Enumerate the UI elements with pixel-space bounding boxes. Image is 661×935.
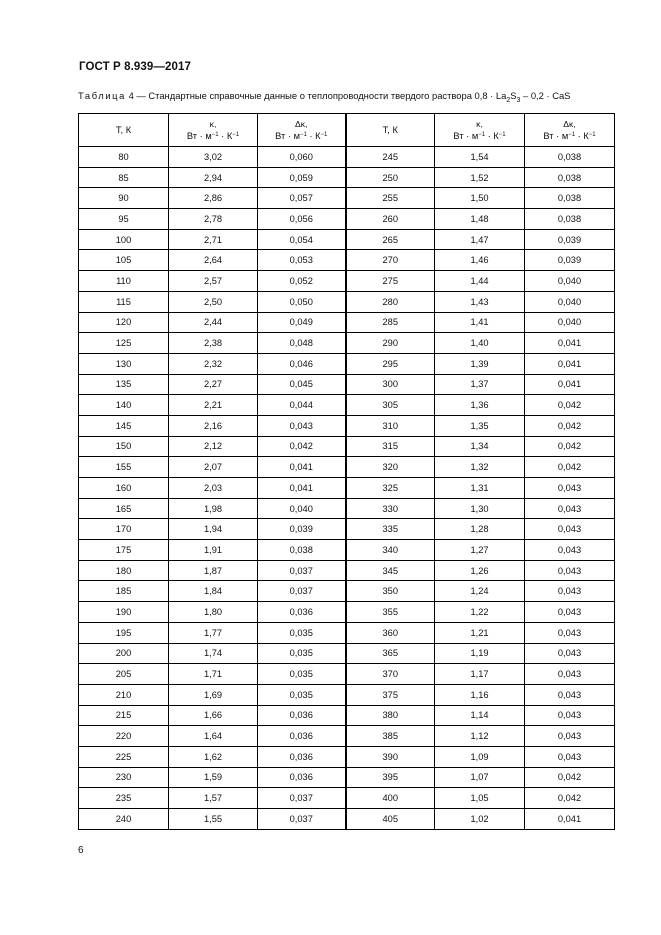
cell-kappa-2: 1,46 <box>435 250 525 271</box>
table-row <box>79 147 615 168</box>
cell-temperature: 165 <box>79 498 169 519</box>
table-row <box>79 498 615 519</box>
table-caption <box>78 90 618 104</box>
cell-kappa-2: 1,39 <box>435 353 525 374</box>
cell-temperature-2: 285 <box>346 312 435 333</box>
cell-temperature: 115 <box>79 291 169 312</box>
cell-delta-kappa: 0,036 <box>258 602 346 623</box>
cell-temperature-2: 290 <box>346 333 435 354</box>
cell-kappa-2: 1,54 <box>435 147 525 168</box>
cell-delta-kappa: 0,040 <box>258 498 346 519</box>
cell-temperature: 85 <box>79 167 169 188</box>
cell-kappa: 2,57 <box>169 271 258 292</box>
cell-kappa: 1,69 <box>169 684 258 705</box>
thermal-conductivity-table <box>78 113 615 830</box>
cell-delta-kappa-2: 0,040 <box>525 291 615 312</box>
table-row <box>79 705 615 726</box>
cell-delta-kappa-2: 0,043 <box>525 705 615 726</box>
cell-kappa: 1,62 <box>169 746 258 767</box>
cell-kappa-2: 1,37 <box>435 374 525 395</box>
cell-temperature: 125 <box>79 333 169 354</box>
cell-temperature: 175 <box>79 540 169 561</box>
cell-delta-kappa: 0,044 <box>258 395 346 416</box>
cell-kappa: 1,80 <box>169 602 258 623</box>
cell-temperature: 170 <box>79 519 169 540</box>
cell-kappa: 2,64 <box>169 250 258 271</box>
cell-kappa: 2,12 <box>169 436 258 457</box>
cell-temperature: 90 <box>79 188 169 209</box>
table-row <box>79 250 615 271</box>
cell-kappa-2: 1,41 <box>435 312 525 333</box>
cell-delta-kappa: 0,036 <box>258 726 346 747</box>
cell-delta-kappa: 0,039 <box>258 519 346 540</box>
cell-temperature-2: 280 <box>346 291 435 312</box>
table-row <box>79 415 615 436</box>
table-row <box>79 540 615 561</box>
cell-delta-kappa: 0,053 <box>258 250 346 271</box>
cell-delta-kappa: 0,037 <box>258 581 346 602</box>
table-row <box>79 478 615 499</box>
table-row <box>79 746 615 767</box>
cell-kappa: 2,50 <box>169 291 258 312</box>
cell-temperature-2: 325 <box>346 478 435 499</box>
cell-kappa-2: 1,35 <box>435 415 525 436</box>
cell-temperature-2: 380 <box>346 705 435 726</box>
cell-delta-kappa-2: 0,042 <box>525 457 615 478</box>
table-row <box>79 333 615 354</box>
cell-delta-kappa-2: 0,041 <box>525 333 615 354</box>
cell-temperature: 195 <box>79 622 169 643</box>
cell-temperature-2: 345 <box>346 560 435 581</box>
cell-kappa: 1,55 <box>169 809 258 830</box>
cell-delta-kappa: 0,043 <box>258 415 346 436</box>
header-delta-kappa-2: Δκ, Вт · $м^{-1} \cdot К^{-1}$ <box>525 114 615 147</box>
cell-delta-kappa-2: 0,041 <box>525 353 615 374</box>
cell-temperature: 110 <box>79 271 169 292</box>
cell-temperature: 235 <box>79 788 169 809</box>
cell-temperature: 100 <box>79 229 169 250</box>
cell-temperature: 180 <box>79 560 169 581</box>
cell-temperature-2: 385 <box>346 726 435 747</box>
cell-temperature: 160 <box>79 478 169 499</box>
cell-delta-kappa: 0,037 <box>258 809 346 830</box>
cell-delta-kappa: 0,049 <box>258 312 346 333</box>
table-row <box>79 312 615 333</box>
cell-kappa: 2,07 <box>169 457 258 478</box>
cell-delta-kappa: 0,050 <box>258 291 346 312</box>
cell-kappa: 2,32 <box>169 353 258 374</box>
cell-kappa: 2,03 <box>169 478 258 499</box>
cell-delta-kappa-2: 0,039 <box>525 250 615 271</box>
table-row <box>79 167 615 188</box>
table-row <box>79 684 615 705</box>
cell-temperature-2: 250 <box>346 167 435 188</box>
header-delta-kappa: Δκ, Вт · $м^{-1} \cdot К^{-1}$ <box>258 114 346 147</box>
cell-kappa-2: 1,40 <box>435 333 525 354</box>
cell-kappa-2: 1,48 <box>435 209 525 230</box>
cell-temperature-2: 310 <box>346 415 435 436</box>
cell-temperature-2: 245 <box>346 147 435 168</box>
cell-temperature: 140 <box>79 395 169 416</box>
cell-delta-kappa-2: 0,042 <box>525 436 615 457</box>
table-row <box>79 622 615 643</box>
table-row <box>79 809 615 830</box>
cell-temperature: 105 <box>79 250 169 271</box>
table-row <box>79 395 615 416</box>
cell-temperature-2: 370 <box>346 664 435 685</box>
cell-delta-kappa: 0,041 <box>258 457 346 478</box>
header-kappa: κ, Вт · $м^{-1} \cdot К^{-1}$ <box>169 114 258 147</box>
cell-delta-kappa-2: 0,041 <box>525 809 615 830</box>
cell-delta-kappa: 0,060 <box>258 147 346 168</box>
cell-temperature-2: 255 <box>346 188 435 209</box>
cell-delta-kappa-2: 0,039 <box>525 229 615 250</box>
cell-temperature: 135 <box>79 374 169 395</box>
cell-kappa-2: 1,22 <box>435 602 525 623</box>
cell-delta-kappa-2: 0,038 <box>525 167 615 188</box>
cell-kappa: 2,44 <box>169 312 258 333</box>
cell-delta-kappa-2: 0,041 <box>525 374 615 395</box>
cell-temperature-2: 270 <box>346 250 435 271</box>
cell-temperature: 210 <box>79 684 169 705</box>
table-row <box>79 602 615 623</box>
table-row <box>79 560 615 581</box>
cell-kappa-2: 1,44 <box>435 271 525 292</box>
table-row <box>79 291 615 312</box>
cell-kappa-2: 1,14 <box>435 705 525 726</box>
cell-delta-kappa-2: 0,043 <box>525 726 615 747</box>
cell-kappa: 1,59 <box>169 767 258 788</box>
cell-kappa-2: 1,09 <box>435 746 525 767</box>
cell-kappa: 2,21 <box>169 395 258 416</box>
cell-delta-kappa-2: 0,043 <box>525 498 615 519</box>
cell-delta-kappa-2: 0,043 <box>525 684 615 705</box>
cell-kappa-2: 1,16 <box>435 684 525 705</box>
cell-delta-kappa: 0,046 <box>258 353 346 374</box>
formula-subscript: 3 <box>516 96 521 104</box>
cell-temperature: 220 <box>79 726 169 747</box>
caption-label: Таблица <box>78 90 126 101</box>
cell-kappa: 1,91 <box>169 540 258 561</box>
header-temperature-2: T, К <box>346 114 435 147</box>
cell-temperature: 230 <box>79 767 169 788</box>
formula-subscript: 2 <box>506 96 511 104</box>
cell-temperature-2: 400 <box>346 788 435 809</box>
table-row <box>79 788 615 809</box>
table-header-row <box>79 114 615 147</box>
cell-kappa-2: 1,50 <box>435 188 525 209</box>
cell-kappa-2: 1,43 <box>435 291 525 312</box>
cell-kappa-2: 1,27 <box>435 540 525 561</box>
cell-delta-kappa: 0,057 <box>258 188 346 209</box>
cell-kappa: 1,74 <box>169 643 258 664</box>
cell-delta-kappa: 0,042 <box>258 436 346 457</box>
cell-delta-kappa-2: 0,043 <box>525 560 615 581</box>
cell-kappa: 2,38 <box>169 333 258 354</box>
cell-kappa: 1,64 <box>169 726 258 747</box>
table-row <box>79 767 615 788</box>
cell-temperature-2: 375 <box>346 684 435 705</box>
cell-delta-kappa-2: 0,043 <box>525 622 615 643</box>
table-row <box>79 229 615 250</box>
cell-kappa-2: 1,26 <box>435 560 525 581</box>
cell-kappa: 2,78 <box>169 209 258 230</box>
formula-sulfur: S <box>510 90 517 101</box>
cell-temperature: 80 <box>79 147 169 168</box>
cell-delta-kappa: 0,038 <box>258 540 346 561</box>
table-row <box>79 581 615 602</box>
table-row <box>79 271 615 292</box>
table-row <box>79 436 615 457</box>
table-row <box>79 374 615 395</box>
cell-delta-kappa: 0,052 <box>258 271 346 292</box>
cell-temperature: 200 <box>79 643 169 664</box>
cell-delta-kappa-2: 0,042 <box>525 767 615 788</box>
cell-kappa: 1,66 <box>169 705 258 726</box>
cell-temperature-2: 295 <box>346 353 435 374</box>
cell-temperature: 130 <box>79 353 169 374</box>
cell-delta-kappa: 0,056 <box>258 209 346 230</box>
cell-delta-kappa: 0,037 <box>258 560 346 581</box>
cell-temperature-2: 275 <box>346 271 435 292</box>
cell-delta-kappa-2: 0,038 <box>525 188 615 209</box>
cell-delta-kappa: 0,059 <box>258 167 346 188</box>
cell-temperature: 225 <box>79 746 169 767</box>
table-row <box>79 519 615 540</box>
cell-temperature-2: 355 <box>346 602 435 623</box>
cell-temperature-2: 405 <box>346 809 435 830</box>
document-header: ГОСТ Р 8.939—2017 <box>79 61 191 73</box>
table-row <box>79 457 615 478</box>
cell-kappa: 1,57 <box>169 788 258 809</box>
table-row <box>79 664 615 685</box>
cell-delta-kappa-2: 0,043 <box>525 643 615 664</box>
cell-kappa-2: 1,05 <box>435 788 525 809</box>
cell-temperature: 155 <box>79 457 169 478</box>
cell-delta-kappa-2: 0,043 <box>525 519 615 540</box>
cell-temperature: 240 <box>79 809 169 830</box>
cell-kappa-2: 1,31 <box>435 478 525 499</box>
cell-delta-kappa-2: 0,038 <box>525 147 615 168</box>
cell-delta-kappa: 0,036 <box>258 746 346 767</box>
cell-delta-kappa: 0,045 <box>258 374 346 395</box>
cell-temperature: 145 <box>79 415 169 436</box>
cell-delta-kappa: 0,035 <box>258 684 346 705</box>
cell-kappa-2: 1,28 <box>435 519 525 540</box>
cell-kappa: 1,71 <box>169 664 258 685</box>
cell-delta-kappa-2: 0,043 <box>525 602 615 623</box>
table-row <box>79 643 615 664</box>
cell-delta-kappa-2: 0,042 <box>525 395 615 416</box>
cell-kappa: 2,86 <box>169 188 258 209</box>
cell-kappa-2: 1,02 <box>435 809 525 830</box>
cell-temperature-2: 265 <box>346 229 435 250</box>
cell-kappa-2: 1,24 <box>435 581 525 602</box>
cell-delta-kappa: 0,036 <box>258 767 346 788</box>
cell-kappa-2: 1,34 <box>435 436 525 457</box>
cell-temperature: 215 <box>79 705 169 726</box>
cell-kappa-2: 1,19 <box>435 643 525 664</box>
cell-delta-kappa-2: 0,043 <box>525 746 615 767</box>
cell-kappa-2: 1,30 <box>435 498 525 519</box>
table-row <box>79 726 615 747</box>
cell-temperature: 185 <box>79 581 169 602</box>
cell-temperature-2: 315 <box>346 436 435 457</box>
page-number: 6 <box>78 845 84 856</box>
cell-temperature-2: 260 <box>346 209 435 230</box>
cell-delta-kappa-2: 0,043 <box>525 664 615 685</box>
cell-kappa: 3,02 <box>169 147 258 168</box>
cell-kappa: 2,94 <box>169 167 258 188</box>
cell-delta-kappa: 0,048 <box>258 333 346 354</box>
cell-kappa: 1,84 <box>169 581 258 602</box>
cell-delta-kappa-2: 0,042 <box>525 415 615 436</box>
cell-temperature: 205 <box>79 664 169 685</box>
cell-kappa-2: 1,07 <box>435 767 525 788</box>
cell-temperature-2: 365 <box>346 643 435 664</box>
cell-temperature: 150 <box>79 436 169 457</box>
cell-temperature-2: 360 <box>346 622 435 643</box>
cell-delta-kappa-2: 0,043 <box>525 581 615 602</box>
cell-delta-kappa-2: 0,040 <box>525 312 615 333</box>
cell-temperature-2: 395 <box>346 767 435 788</box>
cell-kappa: 1,77 <box>169 622 258 643</box>
caption-text-end: – 0,2 · CaS <box>520 90 571 101</box>
cell-delta-kappa: 0,041 <box>258 478 346 499</box>
cell-temperature: 190 <box>79 602 169 623</box>
cell-delta-kappa-2: 0,042 <box>525 788 615 809</box>
cell-delta-kappa-2: 0,038 <box>525 209 615 230</box>
cell-delta-kappa: 0,037 <box>258 788 346 809</box>
cell-delta-kappa-2: 0,043 <box>525 540 615 561</box>
header-kappa-2: κ, Вт · $м^{-1} \cdot К^{-1}$ <box>435 114 525 147</box>
caption-text: 4 — Стандартные справочные данные о теплопроводности твердого раствора 0,8 · La <box>128 90 507 101</box>
cell-kappa-2: 1,17 <box>435 664 525 685</box>
header-temperature: T, К <box>79 114 169 147</box>
cell-kappa: 2,16 <box>169 415 258 436</box>
cell-delta-kappa-2: 0,043 <box>525 478 615 499</box>
cell-kappa-2: 1,12 <box>435 726 525 747</box>
cell-kappa-2: 1,52 <box>435 167 525 188</box>
cell-delta-kappa: 0,036 <box>258 705 346 726</box>
cell-kappa: 1,87 <box>169 560 258 581</box>
cell-temperature-2: 340 <box>346 540 435 561</box>
cell-kappa-2: 1,32 <box>435 457 525 478</box>
cell-temperature: 120 <box>79 312 169 333</box>
cell-delta-kappa: 0,054 <box>258 229 346 250</box>
cell-kappa-2: 1,21 <box>435 622 525 643</box>
cell-temperature-2: 305 <box>346 395 435 416</box>
table-row <box>79 209 615 230</box>
cell-temperature-2: 350 <box>346 581 435 602</box>
cell-temperature-2: 335 <box>346 519 435 540</box>
cell-delta-kappa: 0,035 <box>258 664 346 685</box>
cell-kappa: 2,71 <box>169 229 258 250</box>
cell-delta-kappa: 0,035 <box>258 643 346 664</box>
cell-temperature-2: 320 <box>346 457 435 478</box>
cell-temperature: 95 <box>79 209 169 230</box>
cell-delta-kappa-2: 0,040 <box>525 271 615 292</box>
cell-temperature-2: 330 <box>346 498 435 519</box>
cell-temperature-2: 390 <box>346 746 435 767</box>
cell-kappa: 1,94 <box>169 519 258 540</box>
cell-kappa: 2,27 <box>169 374 258 395</box>
cell-delta-kappa: 0,035 <box>258 622 346 643</box>
cell-temperature-2: 300 <box>346 374 435 395</box>
cell-kappa-2: 1,47 <box>435 229 525 250</box>
table-row <box>79 353 615 374</box>
cell-kappa: 1,98 <box>169 498 258 519</box>
cell-kappa-2: 1,36 <box>435 395 525 416</box>
table-row <box>79 188 615 209</box>
